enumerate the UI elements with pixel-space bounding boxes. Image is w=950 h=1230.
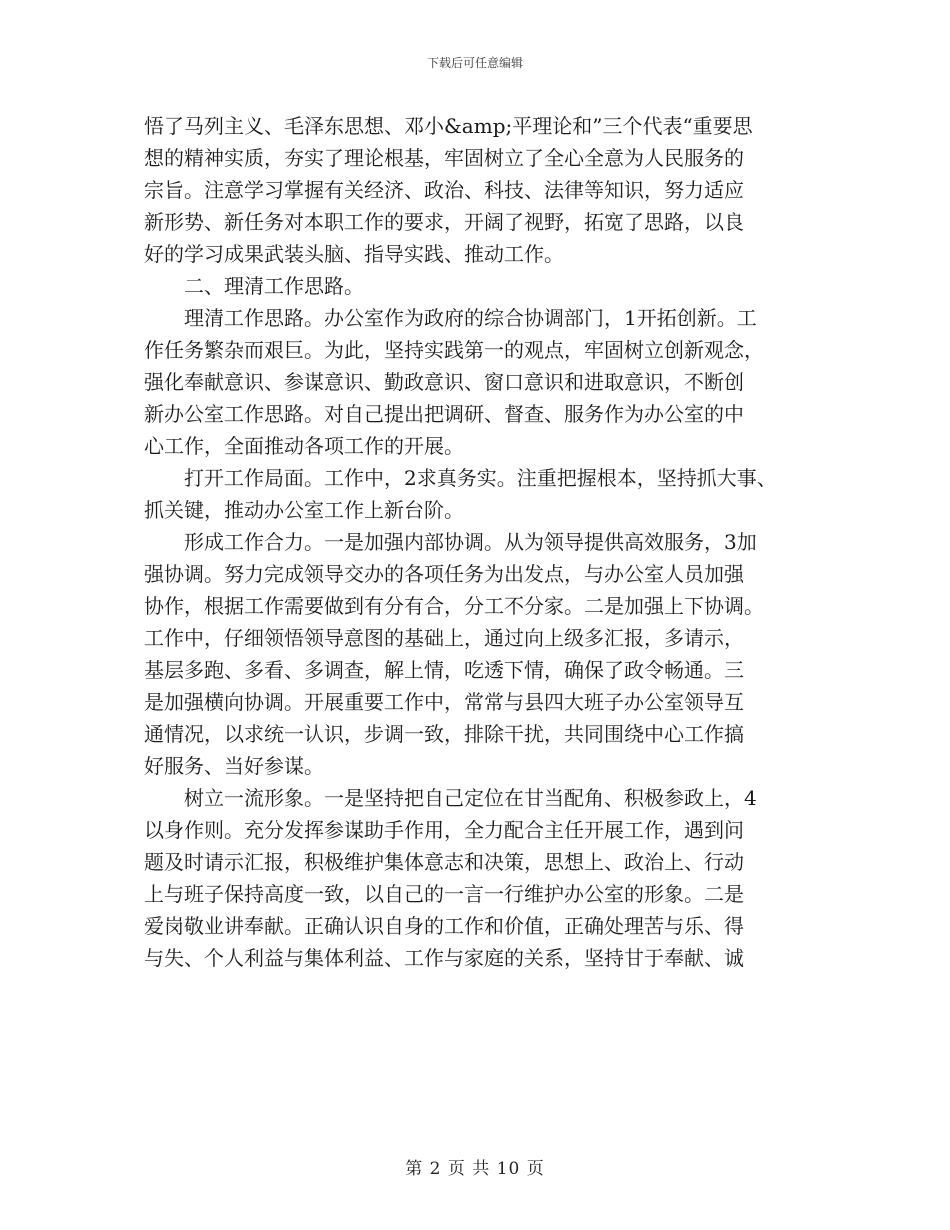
- paragraph-start: 树立一流形象。一是坚持把自己定位在甘当配角、积极参政上，4: [184, 786, 757, 810]
- paragraph-start: 打开工作局面。工作中，2求真务实。注重把握根本，坚持抓大事、: [184, 466, 777, 490]
- text-line: 新形势、新任务对本职工作的要求，开阔了视野，拓宽了思路，以良: [144, 210, 744, 234]
- text-line: 作任务繁杂而艰巨。为此，坚持实践第一的观点，牢固树立创新观念，: [144, 338, 764, 362]
- document-body: [144, 110, 824, 974]
- text-line: 好的学习成果武装头脑、指导实践、推动工作。: [144, 242, 564, 266]
- text-line: 想的精神实质，夯实了理论根基，牢固树立了全心全意为人民服务的: [144, 146, 744, 170]
- text-line: 基层多跑、多看、多调查，解上情，吃透下情，确保了政令畅通。三: [144, 658, 744, 682]
- text-line: 工作中，仔细领悟领导意图的基础上，通过向上级多汇报，多请示，: [144, 626, 744, 650]
- text-line: 通情况，以求统一认识，步调一致，排除干扰，共同围绕中心工作搞: [144, 722, 744, 746]
- text-line: 爱岗敬业讲奉献。正确认识自身的工作和价值，正确处理苦与乐、得: [144, 914, 744, 938]
- page-header: 下载后可任意编辑: [426, 56, 523, 70]
- text-line: 宗旨。注意学习掌握有关经济、政治、科技、法律等知识，努力适应: [144, 178, 744, 202]
- text-line: 与失、个人利益与集体利益、工作与家庭的关系，坚持甘于奉献、诚: [144, 946, 744, 970]
- page-number-footer: 第 2 页 共 10 页: [405, 1159, 545, 1179]
- text-line: 好服务、当好参谋。: [144, 754, 324, 778]
- text-line: 是加强横向协调。开展重要工作中，常常与县四大班子办公室领导互: [144, 690, 744, 714]
- text-line: 强化奉献意识、参谋意识、勤政意识、窗口意识和进取意识，不断创: [144, 370, 744, 394]
- paragraph-start: 理清工作思路。办公室作为政府的综合协调部门，1开拓创新。工: [184, 306, 757, 330]
- text-line: 以身作则。充分发挥参谋助手作用，全力配合主任开展工作，遇到问: [144, 818, 744, 842]
- text-line: 题及时请示汇报，积极维护集体意志和决策，思想上、政治上、行动: [144, 850, 744, 874]
- text-line: 强协调。努力完成领导交办的各项任务为出发点，与办公室人员加强: [144, 562, 744, 586]
- text-line: 抓关键，推动办公室工作上新台阶。: [144, 498, 464, 522]
- text-line: 悟了马列主义、毛泽东思想、邓小&amp;平理论和”三个代表“重要思: [144, 114, 753, 138]
- text-line: 新办公室工作思路。对自己提出把调研、督查、服务作为办公室的中: [144, 402, 744, 426]
- text-line: 心工作，全面推动各项工作的开展。: [144, 434, 464, 458]
- paragraph-start: 形成工作合力。一是加强内部协调。从为领导提供高效服务，3加: [184, 530, 757, 554]
- text-line: 协作，根据工作需要做到有分有合，分工不分家。二是加强上下协调。: [144, 594, 764, 618]
- section-heading: 二、理清工作思路。: [184, 274, 364, 298]
- text-line: 上与班子保持高度一致，以自己的一言一行维护办公室的形象。二是: [144, 882, 744, 906]
